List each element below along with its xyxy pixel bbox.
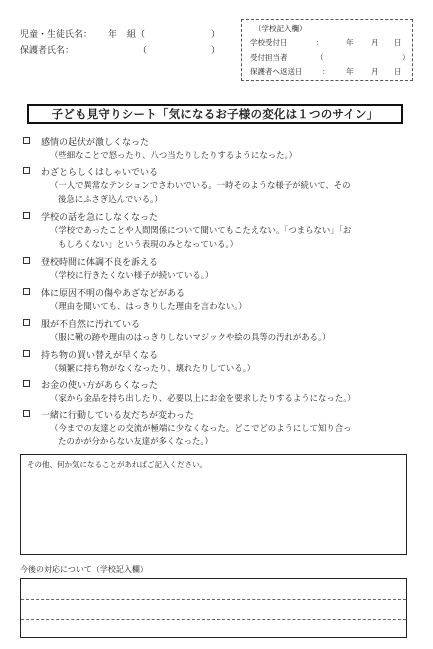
followup-label: 今後の対応について（学校記入欄） bbox=[20, 565, 148, 574]
item-heading: わざとらしくはしゃいでいる bbox=[41, 168, 159, 178]
item-detail: （些細なことで怒ったり、八つ当たりしたりするようになった。） bbox=[50, 150, 298, 160]
return-colon: ： bbox=[322, 67, 330, 76]
item-heading: 体に原因不明の傷やあざなどがある bbox=[41, 289, 186, 299]
item-heading: 持ち物の買い替えが早くなる bbox=[41, 351, 159, 361]
received-colon: ： bbox=[316, 38, 324, 47]
item-detail: （学校であったことや人間関係について聞いてもこたえない。「つまらない」「お bbox=[50, 225, 352, 235]
received-date-label: 学校受付日 bbox=[250, 38, 288, 47]
item-detail: たのかが分からない友達が多くなった。） bbox=[58, 436, 213, 446]
received-month: 月 bbox=[371, 38, 379, 47]
item-detail: （理由を聞いても、はっきりした理由を言わない。） bbox=[50, 301, 247, 311]
return-year: 年 bbox=[346, 67, 354, 76]
item-heading: お金の使い方があらくなった bbox=[41, 381, 159, 391]
item-heading: 感情の起伏が激しくなった bbox=[41, 138, 150, 148]
checkbox[interactable] bbox=[23, 212, 30, 219]
checkbox[interactable] bbox=[23, 137, 30, 144]
item-detail: （家から金品を持ち出したり、必要以上にお金を要求したりするようになった。） bbox=[50, 393, 356, 403]
staff-open-paren: （ bbox=[316, 53, 324, 62]
grade-suffix: 年 bbox=[108, 30, 118, 40]
guardian-open-paren: （ bbox=[138, 46, 148, 56]
staff-row bbox=[250, 52, 410, 62]
checkbox[interactable] bbox=[23, 288, 30, 295]
item-heading: 学校の話を急にしなくなった bbox=[41, 213, 159, 223]
class-suffix: 組（ bbox=[127, 30, 146, 40]
item-detail: （頻繁に持ち物がなくなったり、壊れたりしている。） bbox=[50, 363, 256, 373]
checkbox[interactable] bbox=[23, 380, 30, 387]
staff-label: 受付担当者 bbox=[250, 53, 288, 62]
item-heading: 一緒に行動している友だちが変わった bbox=[41, 411, 194, 421]
school-box-heading: （学校記入欄） bbox=[254, 24, 307, 33]
return-date-row bbox=[250, 66, 406, 76]
item-detail: （服に靴の跡や理由のはっきりしないマジックや絵の具等の汚れがある。） bbox=[50, 332, 331, 342]
student-name-label: 児童・生徒氏名： bbox=[20, 30, 93, 40]
item-detail: （一人で異常なテンションでさわいでいる。一時そのような様子が続いて、その bbox=[50, 180, 351, 190]
return-date-label: 保護者へ返送日 bbox=[250, 67, 303, 76]
school-box-heading-row bbox=[250, 23, 406, 33]
item-detail: 後急にふさぎ込んでいる。） bbox=[58, 194, 163, 204]
guardian-close-paren: ） bbox=[211, 46, 221, 56]
student-close-paren: ） bbox=[211, 30, 221, 40]
received-date-row bbox=[250, 37, 406, 47]
school-use-box bbox=[241, 19, 413, 81]
item-heading: 服が不自然に汚れている bbox=[41, 320, 141, 330]
item-detail: もしろくない」という表現のみとなっている。） bbox=[58, 239, 239, 249]
return-month: 月 bbox=[371, 67, 379, 76]
item-heading: 登校時間に体調不良を訴える bbox=[41, 258, 159, 268]
other-concerns-field[interactable] bbox=[20, 454, 407, 555]
other-concerns-prompt: その他、何か気になることがあればご記入ください。 bbox=[27, 460, 207, 469]
checkbox[interactable] bbox=[23, 319, 30, 326]
guardian-name-label: 保護者氏名： bbox=[20, 46, 75, 56]
followup-field[interactable] bbox=[20, 578, 407, 638]
received-year: 年 bbox=[346, 38, 354, 47]
dashed-divider bbox=[21, 599, 406, 600]
checkbox[interactable] bbox=[23, 257, 30, 264]
item-detail: （学校に行きたくない様子が続いている。） bbox=[50, 270, 214, 280]
item-detail: （今までの友達との交流が極端に少なくなった。どこでどのようにして知り合っ bbox=[50, 423, 352, 433]
checkbox[interactable] bbox=[23, 410, 30, 417]
dashed-divider bbox=[21, 619, 406, 620]
checkbox[interactable] bbox=[23, 167, 30, 174]
return-day: 日 bbox=[394, 67, 402, 76]
checkbox[interactable] bbox=[23, 350, 30, 357]
received-day: 日 bbox=[394, 38, 402, 47]
sheet-title: 子ども見守りシート「気になるお子様の変化は１つのサイン」 bbox=[27, 104, 403, 124]
staff-close-paren: ） bbox=[402, 53, 410, 62]
